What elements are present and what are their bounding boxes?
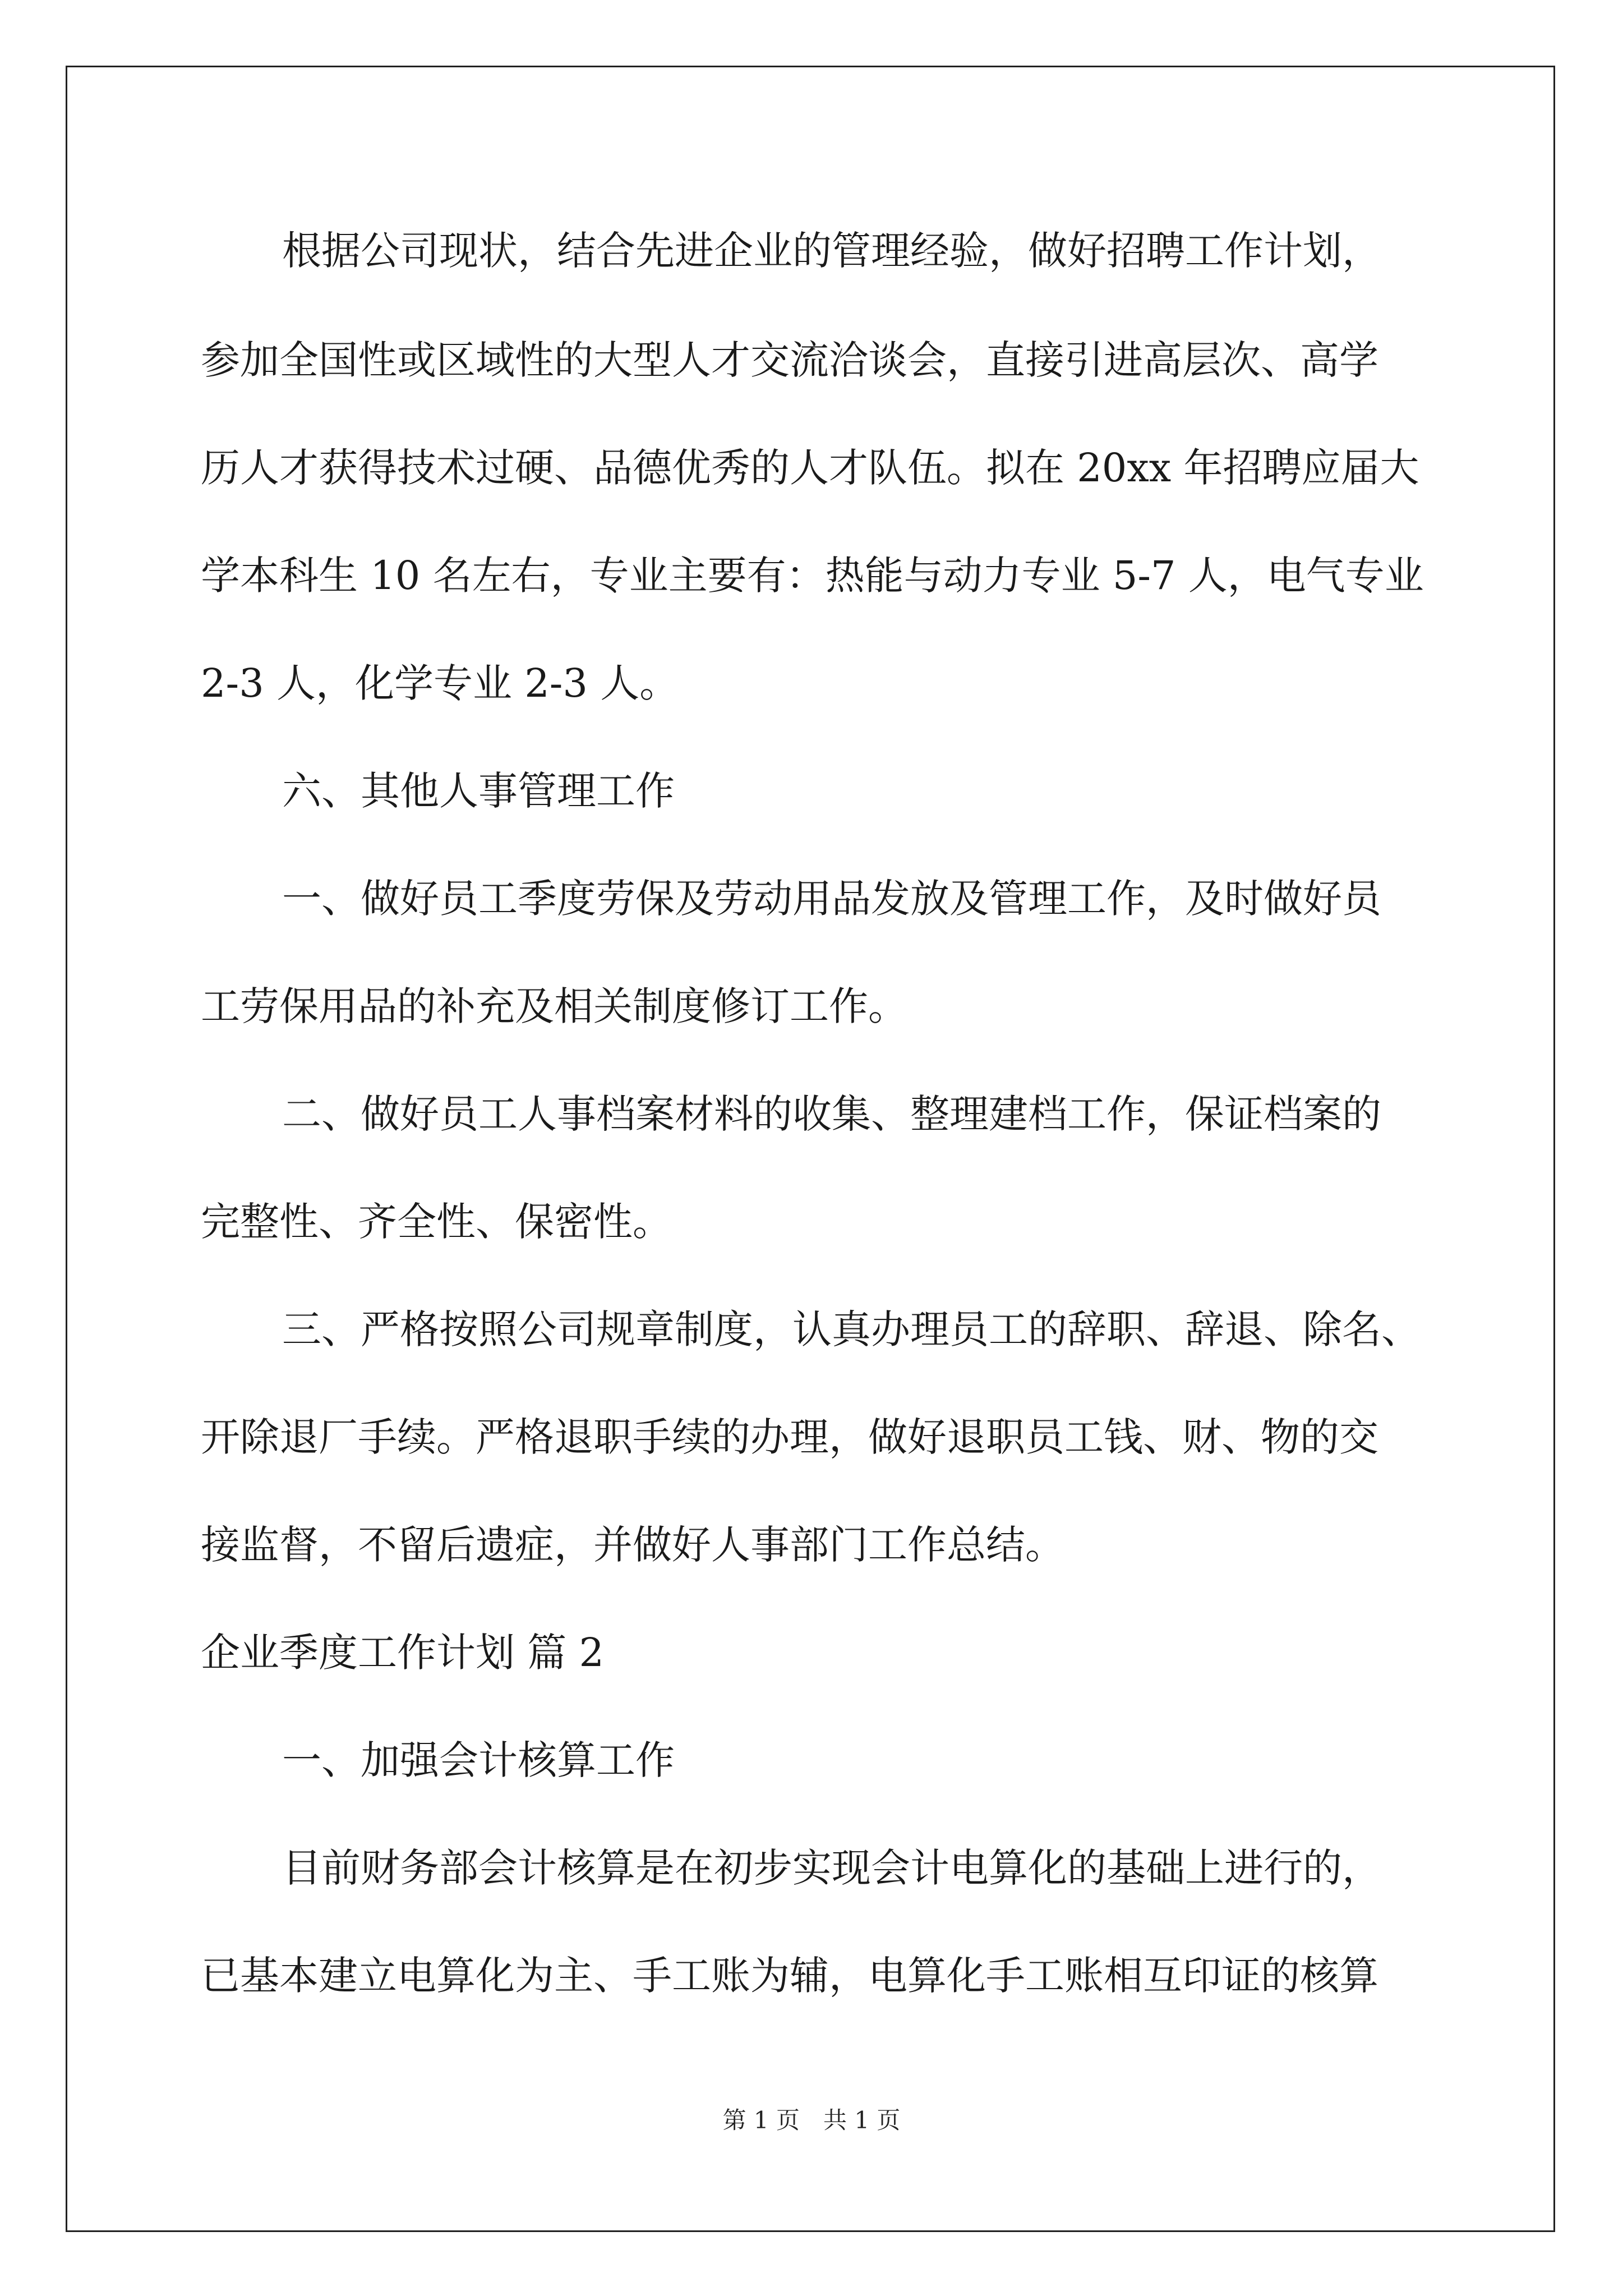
paragraph-line: 三、严格按照公司规章制度，认真办理员工的辞职、辞退、除名、 [282, 1306, 1421, 1352]
paragraph-line: 2-3 人，化学专业 2-3 人。 [201, 660, 679, 706]
paragraph-line: 二、做好员工人事档案材料的收集、整理建档工作，保证档案的 [282, 1091, 1381, 1137]
paragraph-line: 历人才获得技术过硬、品德优秀的人才队伍。拟在 20xx 年招聘应届大 [201, 445, 1419, 491]
document-title: 企业季度工作计划 篇 2 [201, 1630, 605, 1676]
paragraph-line: 已基本建立电算化为主、手工账为辅，电算化手工账相互印证的核算 [201, 1953, 1378, 1999]
paragraph-line: 一、做好员工季度劳保及劳动用品发放及管理工作，及时做好员 [282, 876, 1381, 922]
paragraph-line: 学本科生 10 名左右，专业主要有：热能与动力专业 5-7 人，电气专业 [201, 553, 1424, 599]
paragraph-line: 根据公司现状，结合先进企业的管理经验，做好招聘工作计划， [282, 228, 1381, 274]
page-border [66, 66, 1555, 2232]
section-heading: 一、加强会计核算工作 [282, 1737, 675, 1783]
paragraph-line: 开除退厂手续。严格退职手续的办理，做好退职员工钱、财、物的交 [201, 1414, 1378, 1460]
paragraph-line: 工劳保用品的补充及相关制度修订工作。 [201, 983, 907, 1029]
section-heading: 六、其他人事管理工作 [282, 768, 675, 814]
paragraph-line: 接监督，不留后遗症，并做好人事部门工作总结。 [201, 1522, 1064, 1568]
page-footer: 第 1 页 共 1 页 [722, 2106, 901, 2134]
paragraph-line: 参加全国性或区域性的大型人才交流洽谈会，直接引进高层次、高学 [201, 337, 1378, 383]
paragraph-line: 完整性、齐全性、保密性。 [201, 1199, 672, 1245]
paragraph-line: 目前财务部会计核算是在初步实现会计电算化的基础上进行的， [282, 1845, 1381, 1891]
